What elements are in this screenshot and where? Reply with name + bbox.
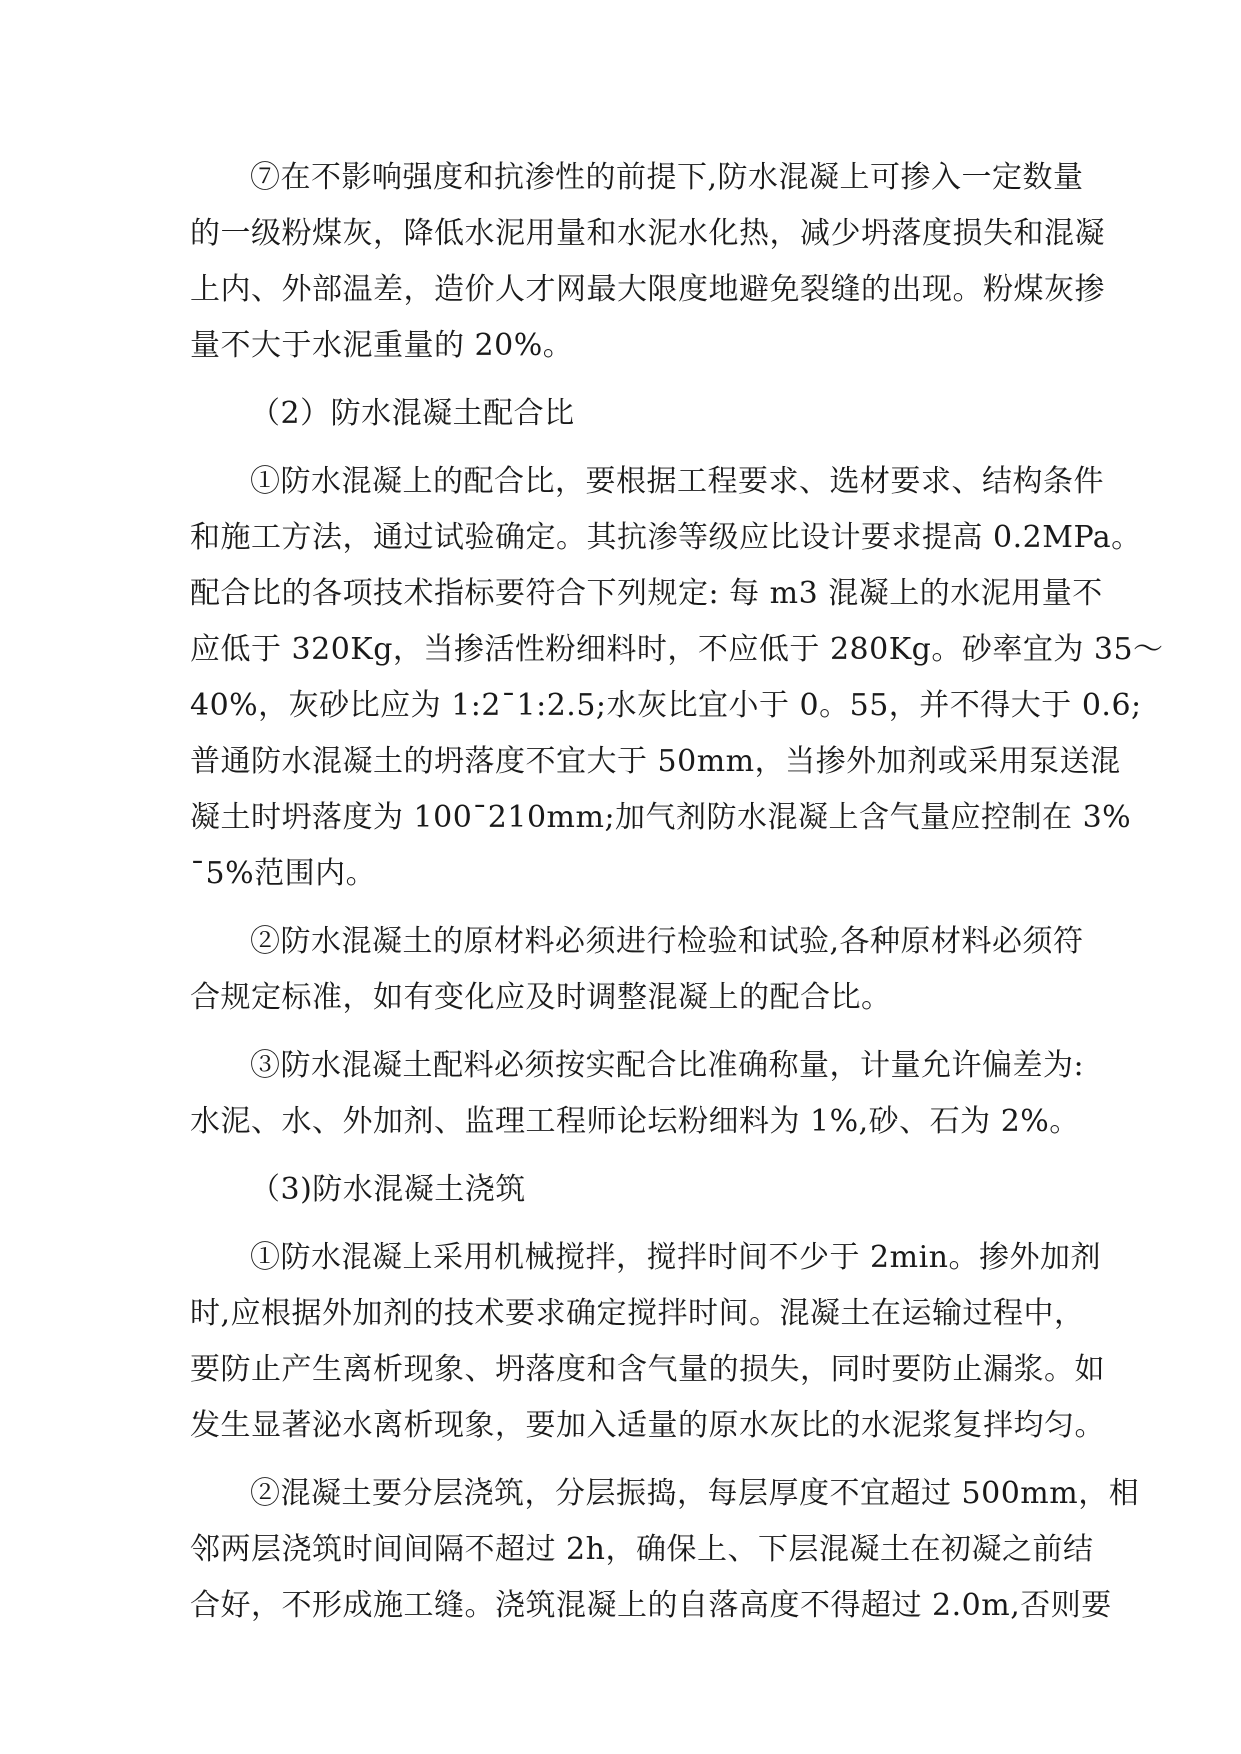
- text-line: ③防水混凝土配料必须按实配合比准确称量，计量允许偏差为:: [250, 1048, 1085, 1083]
- text-line: 要防止产生离析现象、坍落度和含气量的损失，同时要防止漏浆。如: [190, 1352, 1105, 1387]
- text-line: ②防水混凝土的原材料必须进行检验和试验,各种原材料必须符: [250, 924, 1084, 959]
- text-line: 水泥、水、外加剂、监理工程师论坛粉细料为 1%,砂、石为 2%。: [190, 1104, 1080, 1139]
- section-heading-pouring: [190, 1162, 1048, 1218]
- text-line: 时,应根据外加剂的技术要求确定搅拌时间。混凝土在运输过程中，: [190, 1296, 1085, 1331]
- text-line: 凝土时坍落度为 100¯210mm;加气剂防水混凝上含气量应控制在 3%: [190, 800, 1132, 835]
- text-line: 的一级粉煤灰，降低水泥用量和水泥水化热，减少坍落度损失和混凝: [190, 216, 1105, 251]
- paragraph-fly-ash: [190, 150, 1105, 374]
- text-line: ①防水混凝上采用机械搅拌，搅拌时间不少于 2min。掺外加剂: [250, 1240, 1101, 1275]
- text-line: ⑦在不影响强度和抗渗性的前提下,防水混凝上可掺入一定数量: [250, 160, 1084, 195]
- paragraph-mixing: [190, 1230, 1105, 1454]
- section-heading-mix-ratio: [190, 386, 1048, 442]
- text-line: 发生显著泌水离析现象，要加入适量的原水灰比的水泥浆复拌均匀。: [190, 1408, 1105, 1443]
- text-line: ②混凝土要分层浇筑，分层振捣，每层厚度不宜超过 500mm，相: [250, 1476, 1140, 1511]
- text-line: 配合比的各项技术指标要符合下列规定: 每 m3 混凝上的水泥用量不: [190, 576, 1103, 611]
- text-line: 合规定标准，如有变化应及时调整混凝上的配合比。: [190, 980, 892, 1015]
- text-line: 上内、外部温差，造价人才网最大限度地避免裂缝的出现。粉煤灰掺: [190, 272, 1105, 307]
- heading-text: （2）防水混凝土配合比: [250, 396, 575, 431]
- text-line: 量不大于水泥重量的 20%。: [190, 328, 574, 363]
- document-body: [190, 150, 1164, 1646]
- text-line: 40%，灰砂比应为 1:2¯1:2.5;水灰比宜小于 0。55，并不得大于 0.6;: [190, 688, 1142, 723]
- paragraph-weighing-tolerance: [190, 1038, 1085, 1150]
- text-line: 普通防水混凝土的坍落度不宜大于 50mm，当掺外加剂或采用泵送混: [190, 744, 1121, 779]
- text-line: ¯5%范围内。: [190, 856, 377, 891]
- text-line: 邻两层浇筑时间间隔不超过 2h，确保上、下层混凝土在初凝之前结: [190, 1532, 1094, 1567]
- text-line: ①防水混凝上的配合比，要根据工程要求、选材要求、结构条件: [250, 464, 1104, 499]
- text-line: 应低于 320Kg，当掺活性粉细料时，不应低于 280Kg。砂率宜为 35～: [190, 632, 1164, 667]
- text-line: 和施工方法，通过试验确定。其抗渗等级应比设计要求提高 0.2MPa。: [190, 520, 1142, 555]
- paragraph-mix-ratio-requirements: [190, 454, 1164, 902]
- paragraph-layered-pouring: [190, 1466, 1140, 1634]
- text-line: 合好，不形成施工缝。浇筑混凝上的自落高度不得超过 2.0m,否则要: [190, 1588, 1112, 1623]
- paragraph-raw-materials: [190, 914, 1084, 1026]
- heading-text: （3)防水混凝土浇筑: [250, 1172, 526, 1207]
